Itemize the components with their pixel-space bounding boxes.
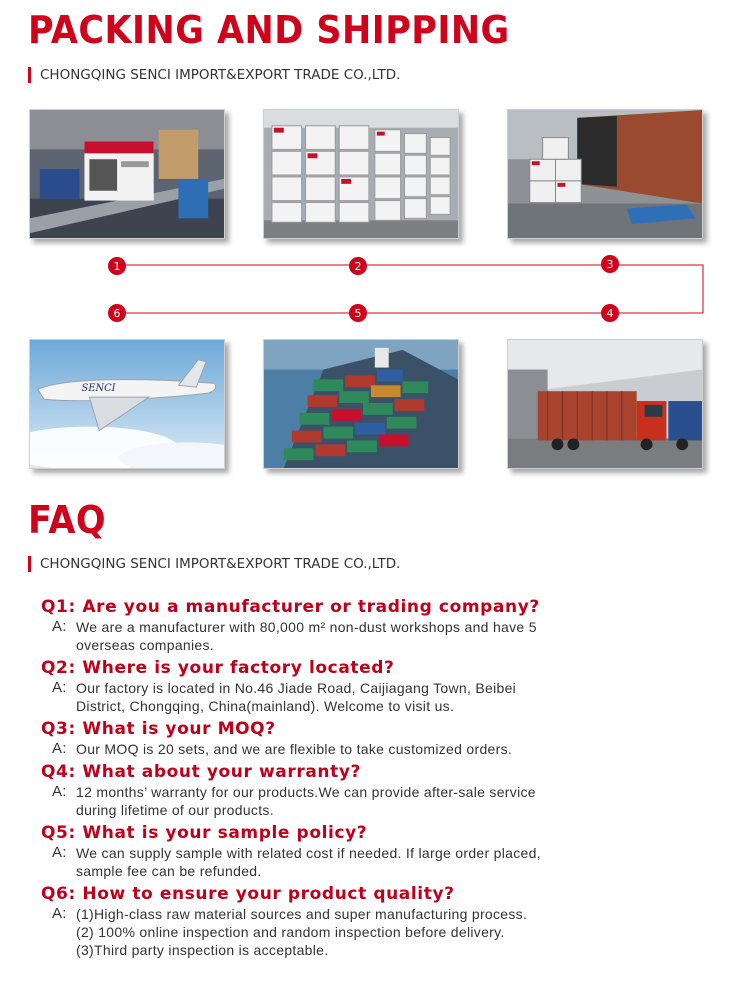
step-marker-1 xyxy=(108,257,126,275)
photo-container-loading xyxy=(507,109,703,239)
photo-packing-conveyor xyxy=(29,109,225,239)
faq-question: Q2: Where is your factory located? xyxy=(41,658,395,678)
step-number: 2 xyxy=(354,260,362,273)
photo-sea-freight xyxy=(263,339,459,469)
step-number: 3 xyxy=(606,258,614,271)
answer-prefix: A: xyxy=(52,740,67,757)
company-name: CHONGQING SENCI IMPORT&EXPORT TRADE CO.,LTD. xyxy=(40,556,401,572)
step-marker-2 xyxy=(349,257,367,275)
answer-line: during lifetime of our products. xyxy=(76,802,274,818)
step-marker-3 xyxy=(601,255,619,273)
step-marker-5 xyxy=(349,304,367,322)
packing-shipping-title: PACKING AND SHIPPING xyxy=(28,8,510,52)
answer-prefix: A: xyxy=(52,783,67,800)
answer-line: (3)Third party inspection is acceptable. xyxy=(76,942,329,958)
answer-line: Our MOQ is 20 sets, and we are flexible to take customized orders. xyxy=(76,741,513,757)
faq-answer xyxy=(52,618,731,654)
faq-title: FAQ xyxy=(28,498,107,542)
faq-answer xyxy=(52,679,731,715)
accent-bar xyxy=(28,556,31,572)
answer-line: 12 months’ warranty for our products.We can provide after-sale service xyxy=(76,784,536,800)
answer-prefix: A: xyxy=(52,679,67,696)
faq-list xyxy=(41,596,731,962)
answer-line: Our factory is located in No.46 Jiade Road, Caijiagang Town, Beibei xyxy=(76,680,517,696)
faq-item xyxy=(41,718,731,758)
faq-question: Q3: What is your MOQ? xyxy=(41,719,276,739)
faq-item xyxy=(41,596,731,654)
answer-prefix: A: xyxy=(52,844,67,861)
step-marker-4 xyxy=(601,304,619,322)
photo-air-freight xyxy=(29,339,225,469)
faq-item xyxy=(41,822,731,880)
answer-line: overseas companies. xyxy=(76,637,214,653)
accent-bar xyxy=(28,67,31,83)
step-number: 1 xyxy=(113,260,121,273)
answer-prefix: A: xyxy=(52,618,67,635)
answer-line: We can supply sample with related cost if needed. If large order placed, xyxy=(76,845,541,861)
step-number: 4 xyxy=(606,307,614,320)
faq-item xyxy=(41,761,731,819)
photo-warehouse-stack xyxy=(263,109,459,239)
answer-line: District, Chongqing, China(mainland). Welcome to visit us. xyxy=(76,698,455,714)
answer-line: (2) 100% online inspection and random inspection before delivery. xyxy=(76,924,505,940)
faq-answer xyxy=(52,740,731,758)
svg-text:SENCI: SENCI xyxy=(81,383,116,395)
company-subheading xyxy=(28,553,400,575)
answer-line: We are a manufacturer with 80,000 m² non-dust workshops and have 5 xyxy=(76,619,537,635)
faq-answer xyxy=(52,844,731,880)
faq-question: Q1: Are you a manufacturer or trading company? xyxy=(41,597,540,617)
faq-question: Q5: What is your sample policy? xyxy=(41,823,368,843)
faq-question: Q6: How to ensure your product quality? xyxy=(41,884,455,904)
answer-line: sample fee can be refunded. xyxy=(76,863,262,879)
faq-item xyxy=(41,883,731,959)
process-flow-diagram xyxy=(0,250,750,330)
company-name: CHONGQING SENCI IMPORT&EXPORT TRADE CO.,LTD. xyxy=(40,67,401,83)
faq-answer xyxy=(52,783,731,819)
step-number: 6 xyxy=(113,307,121,320)
company-subheading xyxy=(28,64,400,86)
answer-line: (1)High-class raw material sources and super manufacturing process. xyxy=(76,906,528,922)
faq-item xyxy=(41,657,731,715)
step-marker-6 xyxy=(108,304,126,322)
step-number: 5 xyxy=(354,307,362,320)
faq-question: Q4: What about your warranty? xyxy=(41,762,361,782)
faq-answer xyxy=(52,905,731,959)
photo-truck-transport xyxy=(507,339,703,469)
answer-prefix: A: xyxy=(52,905,67,922)
